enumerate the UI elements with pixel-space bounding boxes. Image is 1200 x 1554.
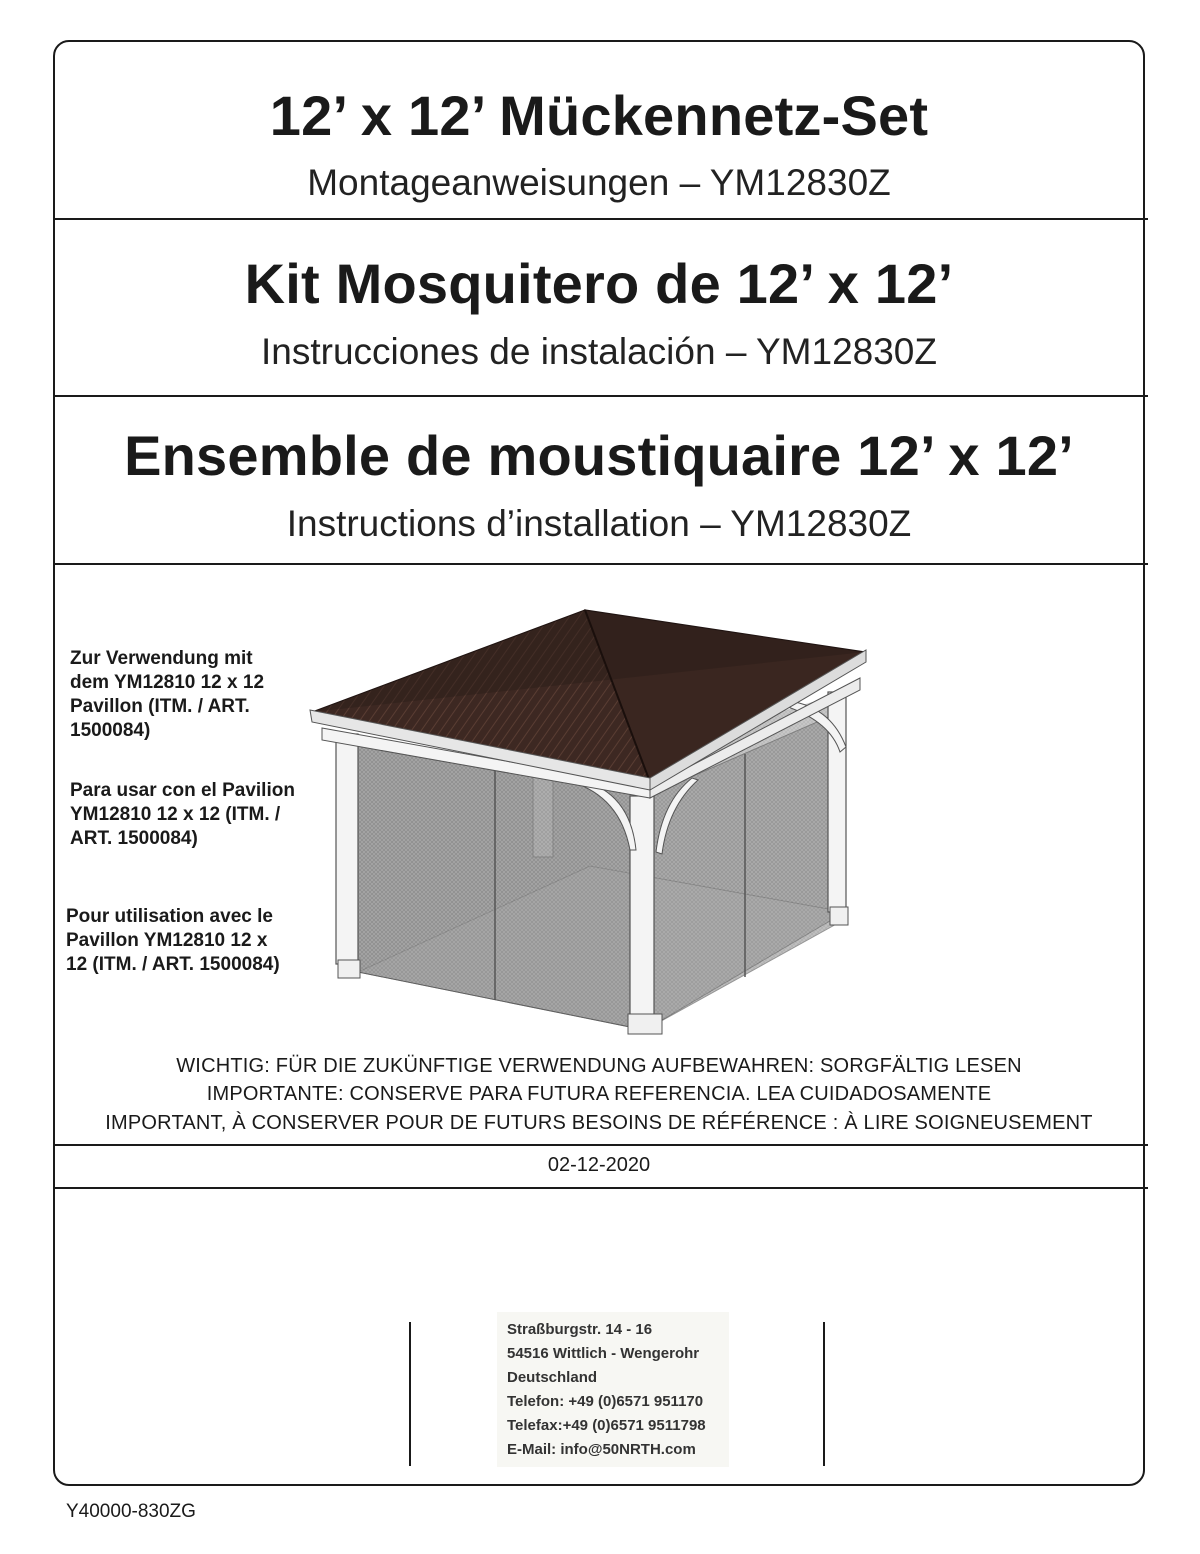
subtitle-french: Instructions d’installation – YM12830Z xyxy=(286,503,912,544)
subtitle-german: Montageanweisungen – YM12830Z xyxy=(307,162,891,203)
vertical-divider xyxy=(823,1322,825,1466)
address-block xyxy=(497,1312,729,1467)
title-french: Ensemble de moustiquaire 12’ x 12’ xyxy=(124,424,1074,487)
important-notice-french: IMPORTANT, À CONSERVER POUR DE FUTURS BESOINS DE RÉFÉRENCE : À LIRE SOIGNEUSEMENT xyxy=(105,1112,1093,1134)
document-date: 02-12-2020 xyxy=(547,1154,651,1176)
subtitle-spanish: Instrucciones de instalación – YM12830Z xyxy=(261,331,937,372)
usage-note-french: Pour utilisation avec le Pavillon YM12810 12 x 12 (ITM. / ART. 1500084) xyxy=(66,906,280,975)
phone-number: Telefon: +49 (0)6571 951170 xyxy=(507,1393,704,1410)
address-city: 54516 Wittlich - Wengerohr xyxy=(507,1345,700,1362)
fax-number: Telefax:+49 (0)6571 9511798 xyxy=(507,1417,706,1434)
address-street: Straßburgstr. 14 - 16 xyxy=(507,1321,653,1338)
address-country: Deutschland xyxy=(507,1369,598,1386)
divider xyxy=(53,218,1148,220)
document-number: Y40000-830ZG xyxy=(66,1501,196,1522)
email-address: E-Mail: info@50NRTH.com xyxy=(507,1441,696,1458)
title-german: 12’ x 12’ Mückennetz-Set xyxy=(269,84,929,147)
gazebo-illustration xyxy=(300,582,880,1042)
important-notice-german: WICHTIG: FÜR DIE ZUKÜNFTIGE VERWENDUNG AUFBEWAHREN: SORGFÄLTIG LESEN xyxy=(176,1055,1022,1077)
divider xyxy=(53,563,1148,565)
divider xyxy=(53,395,1148,397)
divider xyxy=(53,1144,1148,1146)
corner-post xyxy=(630,796,654,1018)
front-left-post xyxy=(336,734,358,964)
divider xyxy=(53,1187,1148,1189)
important-notice-spanish: IMPORTANTE: CONSERVE PARA FUTURA REFERENCIA. LEA CUIDADOSAMENTE xyxy=(206,1083,992,1105)
vertical-divider xyxy=(409,1322,411,1466)
usage-note-spanish: Para usar con el Pavilion YM12810 12 x 12 (ITM. / ART. 1500084) xyxy=(70,780,295,849)
usage-note-german: Zur Verwendung mit dem YM12810 12 x 12 Pavillon (ITM. / ART. 1500084) xyxy=(70,648,265,741)
title-spanish: Kit Mosquitero de 12’ x 12’ xyxy=(244,252,954,315)
